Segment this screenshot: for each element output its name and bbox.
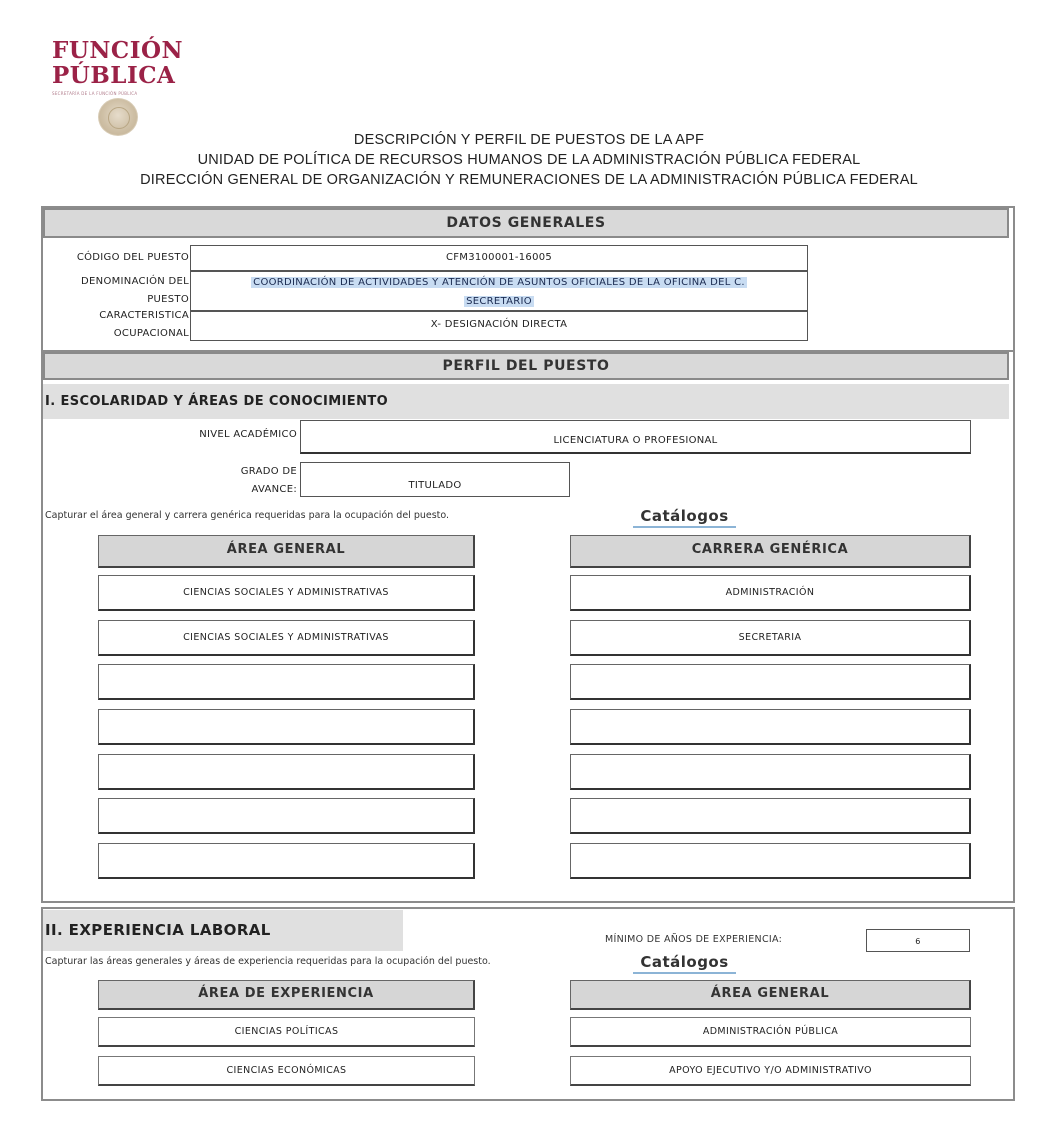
area-experiencia-header: ÁREA DE EXPERIENCIA — [98, 980, 475, 1010]
perfil-title: PERFIL DEL PUESTO — [43, 352, 1009, 380]
nivel-academico-label: NIVEL ACADÉMICO — [199, 429, 297, 440]
nivel-academico-value: LICENCIATURA O PROFESIONAL — [300, 420, 971, 454]
experiencia-note: Capturar las áreas generales y áreas de experiencia requeridas para la ocupación del puesto. — [45, 956, 491, 967]
logo-line-2: PÚBLICA — [52, 62, 176, 89]
area-general-header: ÁREA GENERAL — [98, 535, 475, 568]
header-line-3: DIRECCIÓN GENERAL DE ORGANIZACIÓN Y REMUNERACIONES DE LA ADMINISTRACIÓN PÚBLICA FEDERAL — [140, 172, 918, 188]
area-experiencia-cell[interactable]: CIENCIAS POLÍTICAS — [98, 1017, 475, 1047]
minimo-anos-value: 6 — [866, 929, 970, 952]
area-general-cell[interactable] — [98, 709, 475, 745]
codigo-label: CÓDIGO DEL PUESTO — [76, 252, 189, 263]
area-general-cell[interactable] — [98, 798, 475, 834]
header-line-1: DESCRIPCIÓN Y PERFIL DE PUESTOS DE LA APF — [353, 132, 705, 148]
carrera-generica-cell[interactable] — [570, 664, 971, 700]
denominacion-value: COORDINACIÓN DE ACTIVIDADES Y ATENCIÓN DE ASUNTOS OFICIALES DE LA OFICINA DEL C. SECRETARIO — [190, 271, 808, 311]
escolaridad-note: Capturar el área general y carrera genérica requeridas para la ocupación del puesto. — [45, 510, 450, 521]
carrera-generica-cell[interactable] — [570, 798, 971, 834]
carrera-generica-header: CARRERA GENÉRICA — [570, 535, 971, 568]
catalogos-link-experiencia[interactable]: Catálogos — [633, 953, 736, 974]
carrera-generica-cell[interactable] — [570, 709, 971, 745]
area-general-exp-cell[interactable]: ADMINISTRACIÓN PÚBLICA — [570, 1017, 971, 1047]
experiencia-title: II. EXPERIENCIA LABORAL — [43, 910, 403, 951]
grado-avance-value: TITULADO — [300, 462, 570, 497]
minimo-anos-label: MÍNIMO DE AÑOS DE EXPERIENCIA: — [605, 934, 783, 945]
area-experiencia-cell[interactable]: CIENCIAS ECONÓMICAS — [98, 1056, 475, 1086]
header-line-2: UNIDAD DE POLÍTICA DE RECURSOS HUMANOS DE LA ADMINISTRACIÓN PÚBLICA FEDERAL — [197, 152, 861, 168]
carrera-generica-cell[interactable] — [570, 843, 971, 879]
codigo-value: CFM3100001-16005 — [190, 245, 808, 271]
logo-line-1: FUNCIÓN — [52, 37, 184, 64]
area-general-cell[interactable] — [98, 843, 475, 879]
area-general-exp-header: ÁREA GENERAL — [570, 980, 971, 1010]
document-headers — [0, 130, 1058, 190]
area-general-cell[interactable] — [98, 664, 475, 700]
carrera-generica-cell[interactable]: ADMINISTRACIÓN — [570, 575, 971, 611]
area-general-cell[interactable] — [98, 754, 475, 790]
denominacion-label: DENOMINACIÓN DEL PUESTO — [81, 276, 189, 305]
funcion-publica-logo — [52, 38, 202, 96]
caracteristica-value: X- DESIGNACIÓN DIRECTA — [190, 311, 808, 341]
area-general-cell[interactable]: CIENCIAS SOCIALES Y ADMINISTRATIVAS — [98, 575, 475, 611]
grado-avance-label: GRADO DE AVANCE: — [240, 466, 297, 495]
datos-generales-title: DATOS GENERALES — [43, 208, 1009, 238]
area-general-exp-cell[interactable]: APOYO EJECUTIVO Y/O ADMINISTRATIVO — [570, 1056, 971, 1086]
carrera-generica-cell[interactable]: SECRETARIA — [570, 620, 971, 656]
escolaridad-title: I. ESCOLARIDAD Y ÁREAS DE CONOCIMIENTO — [43, 384, 1009, 419]
area-general-cell[interactable]: CIENCIAS SOCIALES Y ADMINISTRATIVAS — [98, 620, 475, 656]
logo-subtitle: SECRETARÍA DE LA FUNCIÓN PÚBLICA — [52, 91, 138, 96]
caracteristica-label: CARACTERISTICA OCUPACIONAL — [99, 310, 189, 339]
carrera-generica-cell[interactable] — [570, 754, 971, 790]
catalogos-link-escolaridad[interactable]: Catálogos — [633, 507, 736, 528]
